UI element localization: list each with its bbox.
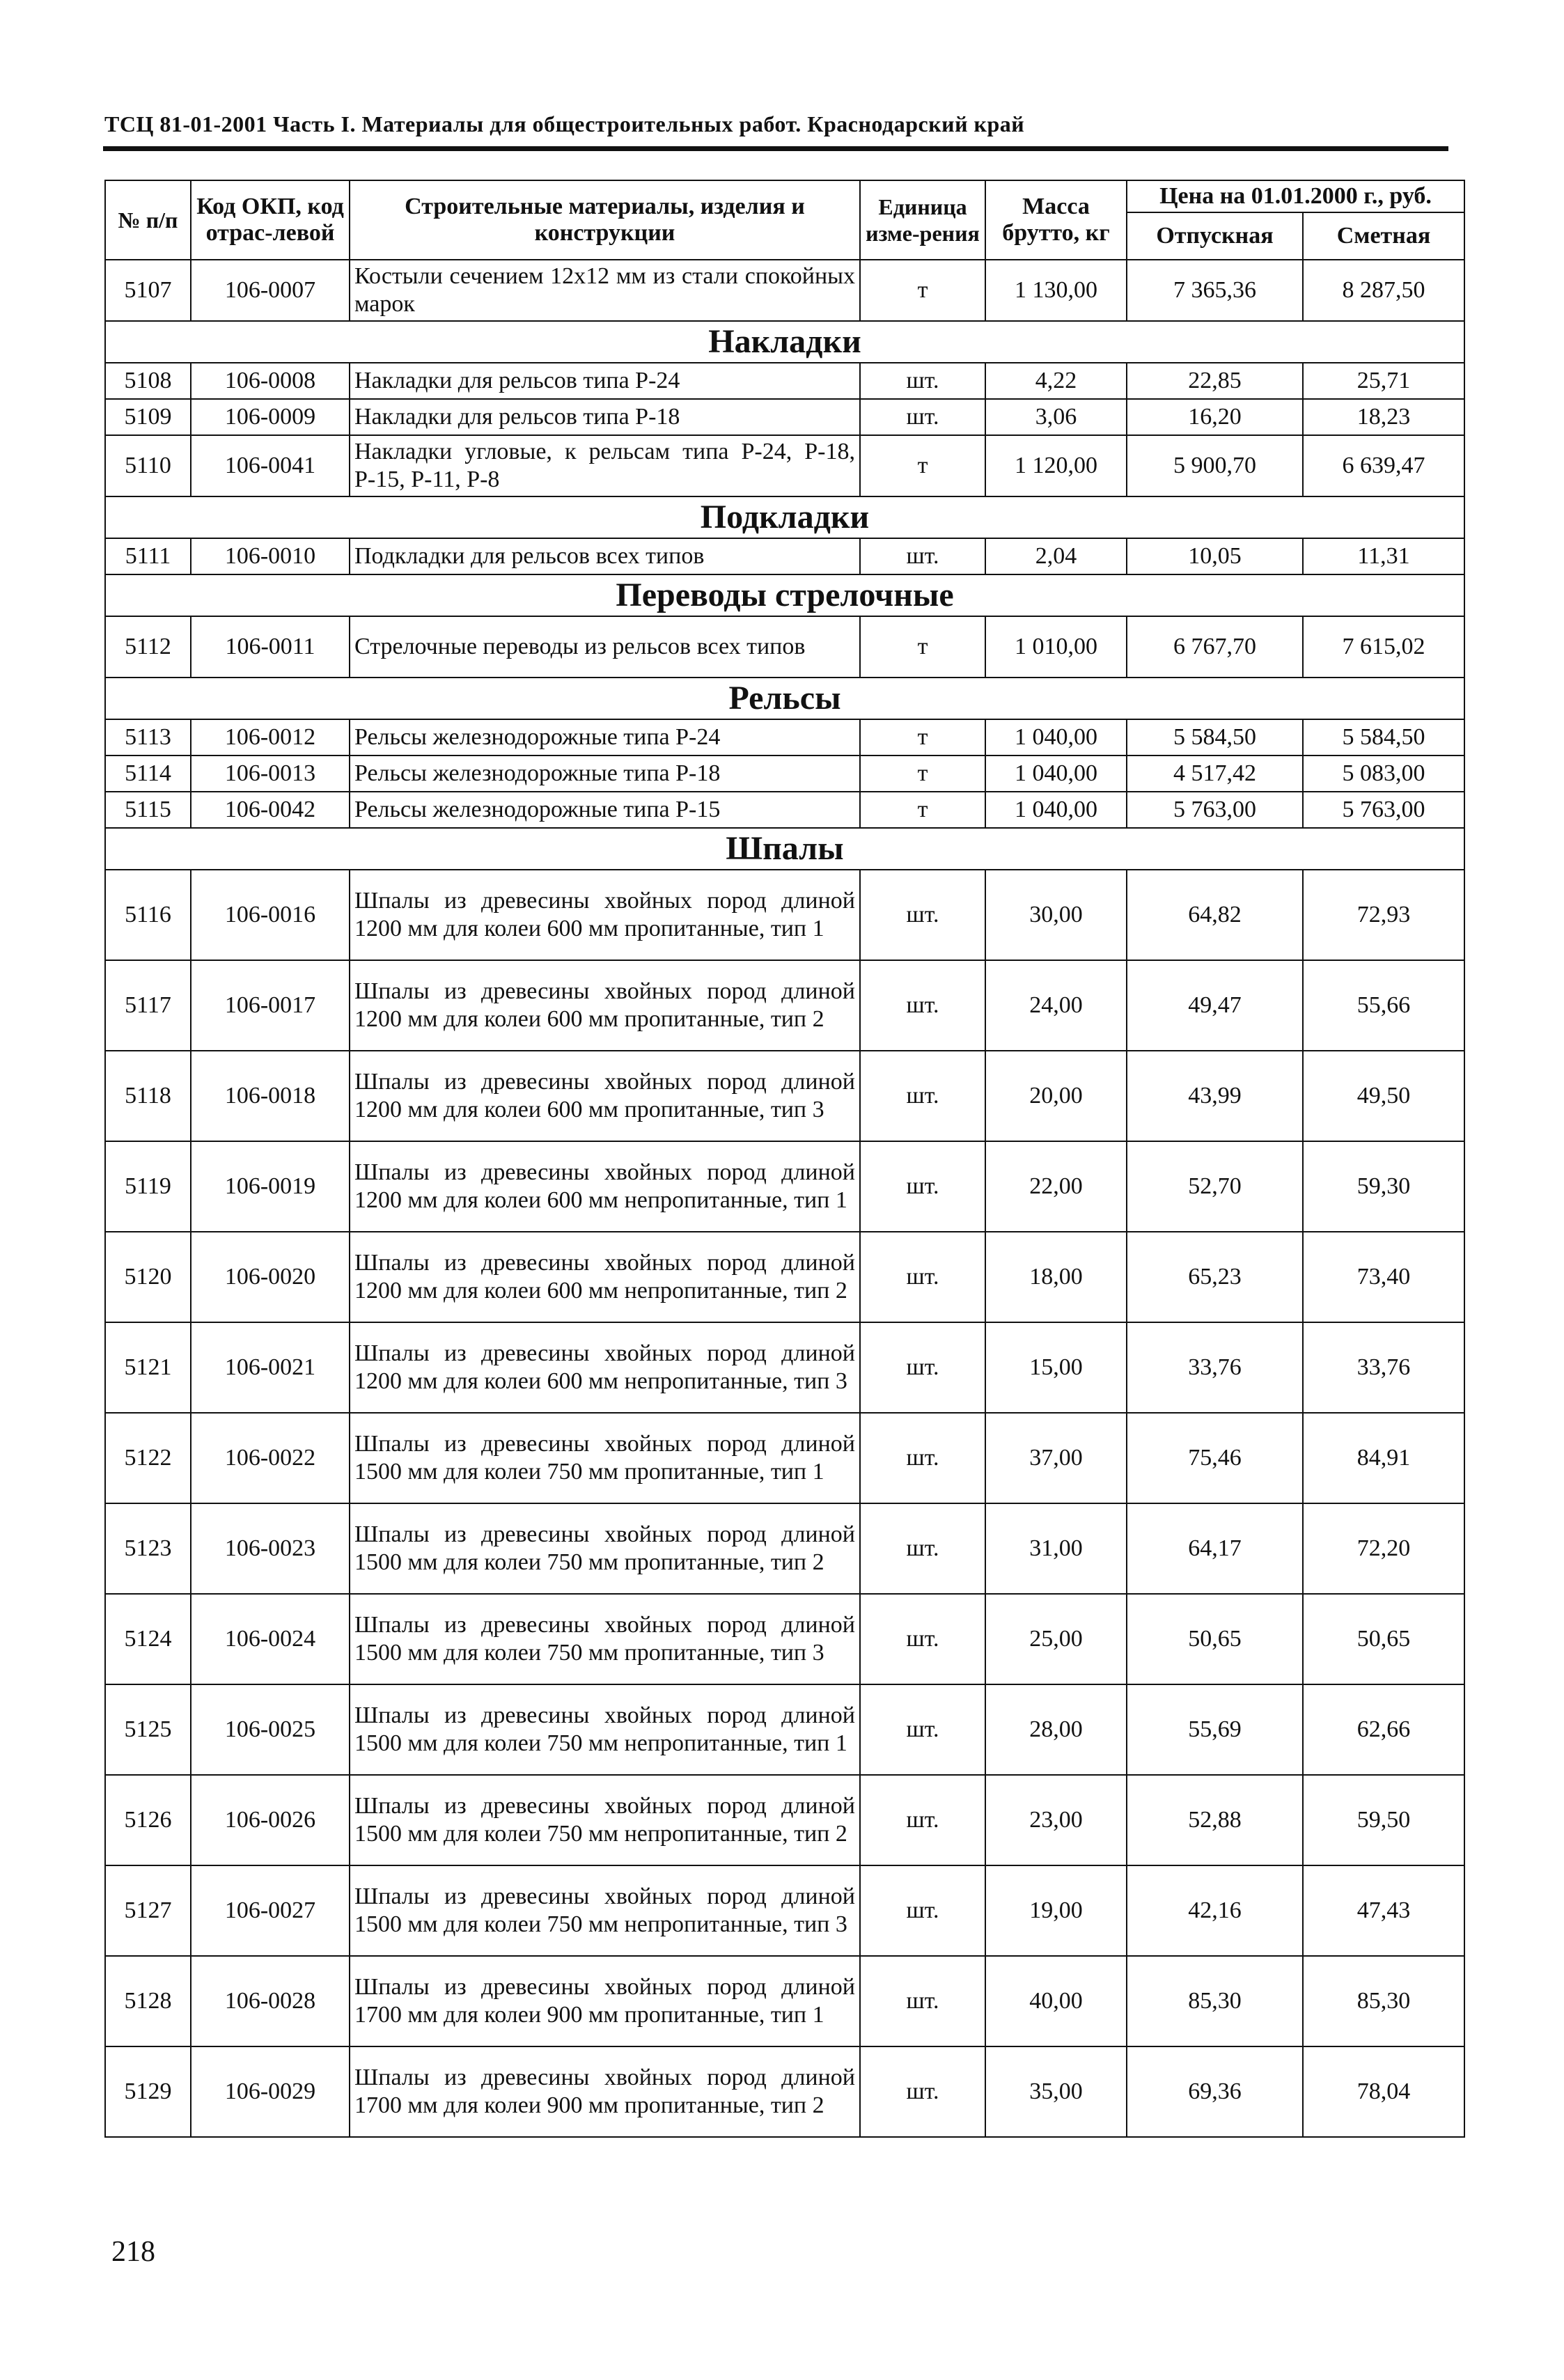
cell-release-price: 52,70 <box>1127 1141 1303 1232</box>
section-title: Переводы стрелочные <box>105 574 1464 616</box>
cell-unit: шт. <box>860 2046 985 2137</box>
cell-estimate-price: 5 083,00 <box>1303 756 1464 792</box>
table-row <box>105 1141 1464 1232</box>
cell-material-name: Костыли сечением 12х12 мм из стали спокойных марок <box>350 260 860 321</box>
cell-release-price: 33,76 <box>1127 1322 1303 1413</box>
cell-estimate-price: 72,20 <box>1303 1503 1464 1594</box>
col-header-num: № п/п <box>105 180 191 260</box>
cell-estimate-price: 59,30 <box>1303 1141 1464 1232</box>
cell-unit: шт. <box>860 363 985 399</box>
cell-item-number: 5111 <box>105 538 191 574</box>
cell-release-price: 5 584,50 <box>1127 719 1303 756</box>
cell-material-name: Шпалы из древесины хвойных пород длиной 1200 мм для колеи 600 мм непропитанные, тип 2 <box>350 1232 860 1322</box>
cell-gross-mass: 30,00 <box>985 870 1127 960</box>
materials-table <box>104 180 1465 2138</box>
cell-okp-code: 106-0042 <box>191 792 350 828</box>
cell-release-price: 75,46 <box>1127 1413 1303 1503</box>
page-header-title: ТСЦ 81-01-2001 Часть I. Материалы для общестроительных работ. Краснодарский край <box>104 111 1025 136</box>
cell-gross-mass: 1 040,00 <box>985 792 1127 828</box>
cell-release-price: 22,85 <box>1127 363 1303 399</box>
cell-unit: шт. <box>860 1594 985 1684</box>
cell-release-price: 64,82 <box>1127 870 1303 960</box>
cell-gross-mass: 1 130,00 <box>985 260 1127 321</box>
cell-unit: шт. <box>860 1051 985 1141</box>
cell-estimate-price: 73,40 <box>1303 1232 1464 1322</box>
cell-estimate-price: 5 763,00 <box>1303 792 1464 828</box>
cell-okp-code: 106-0010 <box>191 538 350 574</box>
cell-release-price: 10,05 <box>1127 538 1303 574</box>
col-header-name: Строительные материалы, изделия и конструкции <box>350 180 860 260</box>
table-row <box>105 260 1464 321</box>
cell-estimate-price: 6 639,47 <box>1303 435 1464 496</box>
cell-item-number: 5123 <box>105 1503 191 1594</box>
cell-okp-code: 106-0026 <box>191 1775 350 1865</box>
cell-estimate-price: 72,93 <box>1303 870 1464 960</box>
col-header-unit: Единица изме-рения <box>860 180 985 260</box>
cell-unit: шт. <box>860 1413 985 1503</box>
cell-release-price: 55,69 <box>1127 1684 1303 1775</box>
section-header-row <box>105 678 1464 719</box>
cell-item-number: 5125 <box>105 1684 191 1775</box>
cell-release-price: 5 763,00 <box>1127 792 1303 828</box>
cell-material-name: Шпалы из древесины хвойных пород длиной 1500 мм для колеи 750 мм пропитанные, тип 2 <box>350 1503 860 1594</box>
cell-gross-mass: 25,00 <box>985 1594 1127 1684</box>
cell-gross-mass: 28,00 <box>985 1684 1127 1775</box>
table-row <box>105 1956 1464 2046</box>
cell-item-number: 5129 <box>105 2046 191 2137</box>
cell-item-number: 5109 <box>105 399 191 435</box>
table-row <box>105 960 1464 1051</box>
table-row <box>105 538 1464 574</box>
cell-material-name: Шпалы из древесины хвойных пород длиной 1500 мм для колеи 750 мм непропитанные, тип 3 <box>350 1865 860 1956</box>
col-header-code: Код ОКП, код отрас-левой <box>191 180 350 260</box>
cell-estimate-price: 78,04 <box>1303 2046 1464 2137</box>
cell-okp-code: 106-0007 <box>191 260 350 321</box>
col-header-release-price: Отпускная <box>1127 212 1303 260</box>
cell-okp-code: 106-0016 <box>191 870 350 960</box>
cell-item-number: 5113 <box>105 719 191 756</box>
cell-gross-mass: 2,04 <box>985 538 1127 574</box>
cell-item-number: 5107 <box>105 260 191 321</box>
cell-unit: т <box>860 719 985 756</box>
cell-unit: т <box>860 435 985 496</box>
table-row <box>105 870 1464 960</box>
cell-material-name: Подкладки для рельсов всех типов <box>350 538 860 574</box>
cell-release-price: 43,99 <box>1127 1051 1303 1141</box>
cell-okp-code: 106-0011 <box>191 616 350 678</box>
cell-material-name: Шпалы из древесины хвойных пород длиной 1500 мм для колеи 750 мм непропитанные, тип 2 <box>350 1775 860 1865</box>
cell-item-number: 5116 <box>105 870 191 960</box>
cell-item-number: 5122 <box>105 1413 191 1503</box>
cell-release-price: 69,36 <box>1127 2046 1303 2137</box>
cell-unit: шт. <box>860 1503 985 1594</box>
cell-okp-code: 106-0021 <box>191 1322 350 1413</box>
cell-okp-code: 106-0018 <box>191 1051 350 1141</box>
cell-material-name: Шпалы из древесины хвойных пород длиной 1700 мм для колеи 900 мм пропитанные, тип 1 <box>350 1956 860 2046</box>
section-header-row <box>105 574 1464 616</box>
cell-material-name: Рельсы железнодорожные типа Р-24 <box>350 719 860 756</box>
cell-gross-mass: 23,00 <box>985 1775 1127 1865</box>
cell-item-number: 5119 <box>105 1141 191 1232</box>
cell-estimate-price: 47,43 <box>1303 1865 1464 1956</box>
cell-okp-code: 106-0041 <box>191 435 350 496</box>
cell-unit: шт. <box>860 1322 985 1413</box>
col-header-mass: Масса брутто, кг <box>985 180 1127 260</box>
cell-unit: шт. <box>860 1232 985 1322</box>
cell-item-number: 5128 <box>105 1956 191 2046</box>
cell-release-price: 65,23 <box>1127 1232 1303 1322</box>
cell-material-name: Шпалы из древесины хвойных пород длиной 1700 мм для колеи 900 мм пропитанные, тип 2 <box>350 2046 860 2137</box>
cell-okp-code: 106-0025 <box>191 1684 350 1775</box>
section-title: Накладки <box>105 321 1464 363</box>
cell-release-price: 4 517,42 <box>1127 756 1303 792</box>
cell-unit: шт. <box>860 399 985 435</box>
cell-gross-mass: 4,22 <box>985 363 1127 399</box>
cell-release-price: 7 365,36 <box>1127 260 1303 321</box>
cell-material-name: Накладки угловые, к рельсам типа Р-24, Р-18, Р-15, Р-11, Р-8 <box>350 435 860 496</box>
cell-material-name: Шпалы из древесины хвойных пород длиной 1500 мм для колеи 750 мм пропитанные, тип 1 <box>350 1413 860 1503</box>
cell-estimate-price: 8 287,50 <box>1303 260 1464 321</box>
cell-estimate-price: 49,50 <box>1303 1051 1464 1141</box>
cell-estimate-price: 84,91 <box>1303 1413 1464 1503</box>
cell-gross-mass: 35,00 <box>985 2046 1127 2137</box>
cell-unit: шт. <box>860 1956 985 2046</box>
cell-material-name: Накладки для рельсов типа Р-24 <box>350 363 860 399</box>
table-row <box>105 1322 1464 1413</box>
cell-estimate-price: 62,66 <box>1303 1684 1464 1775</box>
cell-unit: шт. <box>860 1684 985 1775</box>
table-header <box>105 180 1464 260</box>
cell-okp-code: 106-0013 <box>191 756 350 792</box>
cell-item-number: 5124 <box>105 1594 191 1684</box>
table-row <box>105 2046 1464 2137</box>
table-row <box>105 1775 1464 1865</box>
section-header-row <box>105 321 1464 363</box>
cell-gross-mass: 1 010,00 <box>985 616 1127 678</box>
section-header-row <box>105 496 1464 538</box>
table-row <box>105 792 1464 828</box>
cell-unit: шт. <box>860 538 985 574</box>
table-row <box>105 399 1464 435</box>
cell-item-number: 5117 <box>105 960 191 1051</box>
cell-release-price: 64,17 <box>1127 1503 1303 1594</box>
cell-okp-code: 106-0008 <box>191 363 350 399</box>
cell-release-price: 5 900,70 <box>1127 435 1303 496</box>
cell-gross-mass: 15,00 <box>985 1322 1127 1413</box>
cell-okp-code: 106-0020 <box>191 1232 350 1322</box>
col-header-estimate-price: Сметная <box>1303 212 1464 260</box>
cell-okp-code: 106-0023 <box>191 1503 350 1594</box>
table-row <box>105 1865 1464 1956</box>
cell-material-name: Шпалы из древесины хвойных пород длиной 1200 мм для колеи 600 мм непропитанные, тип 3 <box>350 1322 860 1413</box>
cell-okp-code: 106-0024 <box>191 1594 350 1684</box>
cell-estimate-price: 50,65 <box>1303 1594 1464 1684</box>
cell-unit: т <box>860 616 985 678</box>
cell-material-name: Шпалы из древесины хвойных пород длиной 1200 мм для колеи 600 мм пропитанные, тип 3 <box>350 1051 860 1141</box>
cell-release-price: 50,65 <box>1127 1594 1303 1684</box>
cell-estimate-price: 11,31 <box>1303 538 1464 574</box>
cell-estimate-price: 7 615,02 <box>1303 616 1464 678</box>
table-row <box>105 1232 1464 1322</box>
cell-gross-mass: 37,00 <box>985 1413 1127 1503</box>
cell-unit: т <box>860 792 985 828</box>
table-row <box>105 435 1464 496</box>
cell-unit: шт. <box>860 870 985 960</box>
cell-estimate-price: 18,23 <box>1303 399 1464 435</box>
table-row <box>105 1684 1464 1775</box>
cell-gross-mass: 31,00 <box>985 1503 1127 1594</box>
cell-item-number: 5126 <box>105 1775 191 1865</box>
cell-item-number: 5118 <box>105 1051 191 1141</box>
cell-item-number: 5120 <box>105 1232 191 1322</box>
cell-unit: т <box>860 260 985 321</box>
cell-release-price: 16,20 <box>1127 399 1303 435</box>
cell-gross-mass: 20,00 <box>985 1051 1127 1141</box>
cell-material-name: Рельсы железнодорожные типа Р-15 <box>350 792 860 828</box>
cell-okp-code: 106-0022 <box>191 1413 350 1503</box>
cell-release-price: 49,47 <box>1127 960 1303 1051</box>
cell-material-name: Шпалы из древесины хвойных пород длиной 1500 мм для колеи 750 мм непропитанные, тип 1 <box>350 1684 860 1775</box>
cell-gross-mass: 40,00 <box>985 1956 1127 2046</box>
cell-gross-mass: 22,00 <box>985 1141 1127 1232</box>
table-body <box>105 260 1464 2137</box>
table-row <box>105 1051 1464 1141</box>
table-row <box>105 756 1464 792</box>
cell-unit: шт. <box>860 1775 985 1865</box>
cell-estimate-price: 85,30 <box>1303 1956 1464 2046</box>
table-row <box>105 363 1464 399</box>
cell-material-name: Шпалы из древесины хвойных пород длиной 1200 мм для колеи 600 мм пропитанные, тип 2 <box>350 960 860 1051</box>
table-row <box>105 1413 1464 1503</box>
table-row <box>105 1503 1464 1594</box>
header-rule <box>103 146 1448 151</box>
cell-estimate-price: 5 584,50 <box>1303 719 1464 756</box>
cell-estimate-price: 33,76 <box>1303 1322 1464 1413</box>
cell-okp-code: 106-0029 <box>191 2046 350 2137</box>
col-header-price-group: Цена на 01.01.2000 г., руб. <box>1127 180 1464 212</box>
cell-material-name: Шпалы из древесины хвойных пород длиной 1200 мм для колеи 600 мм непропитанные, тип 1 <box>350 1141 860 1232</box>
cell-gross-mass: 24,00 <box>985 960 1127 1051</box>
cell-okp-code: 106-0019 <box>191 1141 350 1232</box>
cell-unit: шт. <box>860 960 985 1051</box>
cell-okp-code: 106-0009 <box>191 399 350 435</box>
cell-item-number: 5115 <box>105 792 191 828</box>
cell-gross-mass: 1 040,00 <box>985 756 1127 792</box>
cell-unit: шт. <box>860 1865 985 1956</box>
cell-material-name: Шпалы из древесины хвойных пород длиной 1200 мм для колеи 600 мм пропитанные, тип 1 <box>350 870 860 960</box>
cell-release-price: 52,88 <box>1127 1775 1303 1865</box>
cell-gross-mass: 18,00 <box>985 1232 1127 1322</box>
table-row <box>105 616 1464 678</box>
cell-release-price: 85,30 <box>1127 1956 1303 2046</box>
cell-release-price: 6 767,70 <box>1127 616 1303 678</box>
cell-okp-code: 106-0012 <box>191 719 350 756</box>
cell-gross-mass: 1 120,00 <box>985 435 1127 496</box>
cell-item-number: 5121 <box>105 1322 191 1413</box>
cell-release-price: 42,16 <box>1127 1865 1303 1956</box>
table-row <box>105 719 1464 756</box>
cell-estimate-price: 55,66 <box>1303 960 1464 1051</box>
cell-okp-code: 106-0028 <box>191 1956 350 2046</box>
cell-item-number: 5114 <box>105 756 191 792</box>
cell-item-number: 5110 <box>105 435 191 496</box>
section-title: Шпалы <box>105 828 1464 870</box>
cell-gross-mass: 1 040,00 <box>985 719 1127 756</box>
section-title: Рельсы <box>105 678 1464 719</box>
table-row <box>105 1594 1464 1684</box>
cell-okp-code: 106-0027 <box>191 1865 350 1956</box>
cell-material-name: Рельсы железнодорожные типа Р-18 <box>350 756 860 792</box>
cell-gross-mass: 19,00 <box>985 1865 1127 1956</box>
cell-material-name: Стрелочные переводы из рельсов всех типов <box>350 616 860 678</box>
cell-estimate-price: 59,50 <box>1303 1775 1464 1865</box>
section-header-row <box>105 828 1464 870</box>
cell-material-name: Накладки для рельсов типа Р-18 <box>350 399 860 435</box>
cell-item-number: 5108 <box>105 363 191 399</box>
cell-item-number: 5112 <box>105 616 191 678</box>
cell-item-number: 5127 <box>105 1865 191 1956</box>
cell-estimate-price: 25,71 <box>1303 363 1464 399</box>
cell-unit: т <box>860 756 985 792</box>
section-title: Подкладки <box>105 496 1464 538</box>
cell-unit: шт. <box>860 1141 985 1232</box>
cell-okp-code: 106-0017 <box>191 960 350 1051</box>
cell-material-name: Шпалы из древесины хвойных пород длиной 1500 мм для колеи 750 мм пропитанные, тип 3 <box>350 1594 860 1684</box>
page-number: 218 <box>111 2236 155 2268</box>
cell-gross-mass: 3,06 <box>985 399 1127 435</box>
